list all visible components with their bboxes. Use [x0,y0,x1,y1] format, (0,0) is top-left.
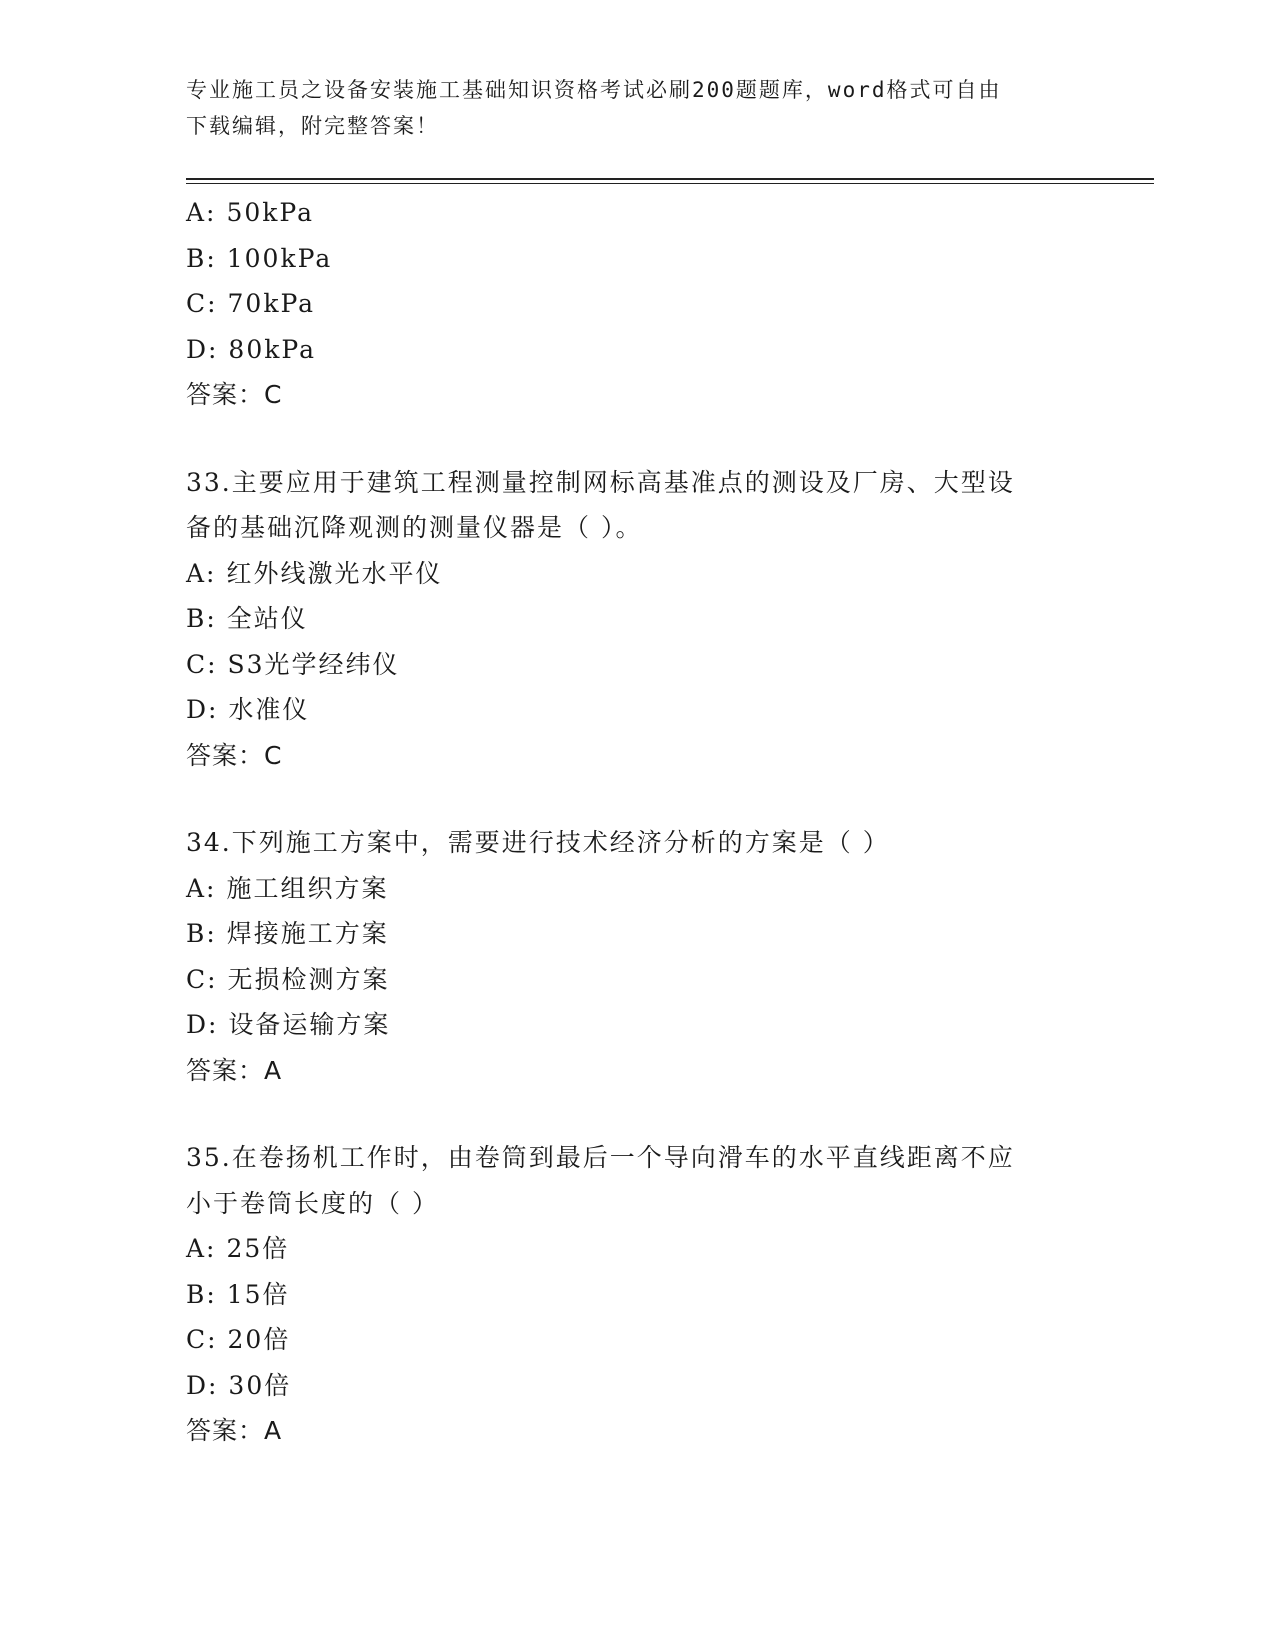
question-33 [186,460,1086,779]
answer-line: 答案：C [186,740,283,770]
option-c: C: S3光学经纬仪 [186,649,400,679]
option-a: A: 50kPa [186,198,315,227]
option-b: B: 15倍 [186,1279,290,1309]
header-rule-thin [186,183,1154,184]
option-a: A: 红外线激光水平仪 [186,558,443,588]
document-header [186,72,1066,144]
option-c: C: 无损检测方案 [186,964,390,994]
question-stem: 34.下列施工方案中，需要进行技术经济分析的方案是（ ） [186,828,890,857]
option-d: D: 水准仪 [186,695,310,724]
answer-line: 答案：A [186,1416,283,1445]
option-b: B: 100kPa [186,243,333,273]
option-d: D: 80kPa [186,334,316,364]
option-d: D: 30倍 [186,1370,292,1400]
header-rule-thick [186,178,1154,180]
answer-line: 答案：A [186,1055,283,1085]
answer-line: 答案：C [186,380,283,409]
option-b: B: 全站仪 [186,604,308,633]
question-stem: 33.主要应用于建筑工程测量控制网标高基准点的测设及厂房、大型设 备的基础沉降观测的测量仪器是（ ）。 [186,467,1015,542]
question-34 [186,820,1086,1093]
header-line-1: 专业施工员之设备安装施工基础知识资格考试必刷200题题库，word格式可自由 [186,78,1002,102]
option-a: A: 25倍 [186,1234,290,1263]
option-c: C: 70kPa [186,289,316,318]
question-stem: 35.在卷扬机工作时，由卷筒到最后一个导向滑车的水平直线距离不应 小于卷筒长度的（ ） [186,1143,1015,1218]
option-b: B: 焊接施工方案 [186,919,389,948]
option-a: A: 施工组织方案 [186,873,389,903]
question-content [186,190,1086,1454]
carryover-block [186,190,1086,418]
header-line-2: 下载编辑，附完整答案！ [186,114,439,138]
option-c: C: 20倍 [186,1325,291,1354]
option-d: D: 设备运输方案 [186,1010,391,1039]
question-35 [186,1135,1086,1454]
